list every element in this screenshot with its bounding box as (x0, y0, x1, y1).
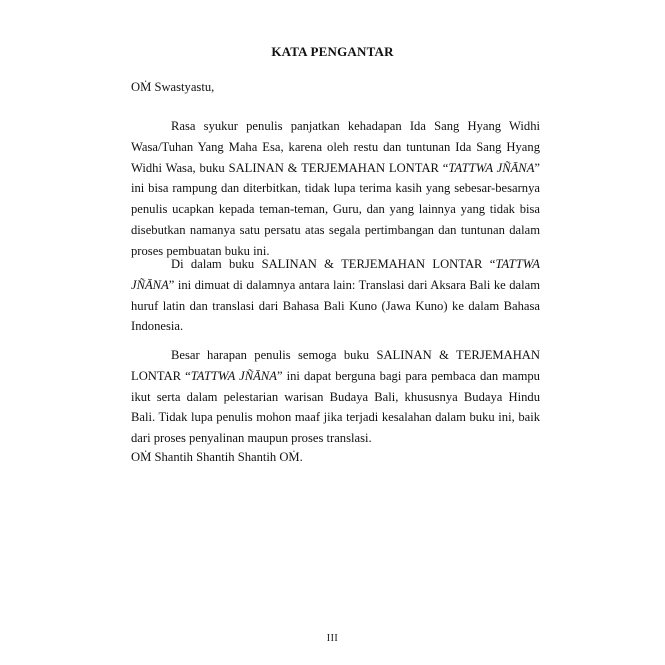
paragraph-text (131, 345, 540, 449)
paragraph-text-segment: ” ini bisa rampung dan diterbitkan, tidak lupa terima kasih yang sebesar-besarnya penulis ucapkan kepada teman-teman, Guru, dan yang lainnya yang tidak bisa disebutkan namanya satu persatu atas segala pertimbangan dan tuntunan dalam proses pembuatan buku ini. (131, 160, 540, 258)
paragraph-hope (131, 345, 540, 449)
paragraph-contents (131, 254, 540, 337)
page-number: III (326, 633, 339, 644)
paragraph-text-segment: Besar harapan penulis semoga buku SALINAN & TERJEMAHAN LONTAR “ (131, 348, 540, 383)
paragraph-text-segment: ” ini dimuat di dalamnya antara lain: Translasi dari Aksara Bali ke dalam huruf latin dan translasi dari Bahasa Bali Kuno (Jawa Kuno) ke dalam Bahasa Indonesia. (131, 277, 540, 334)
closing-salutation: OṀ Shantih Shantih Shantih OṀ. (131, 450, 303, 464)
book-title-italic: TATTWA JÑĀNA (448, 160, 535, 175)
paragraph-gratitude (131, 116, 540, 262)
paragraph-text (131, 254, 540, 337)
paragraph-text-segment: Rasa syukur penulis panjatkan kehadapan Ida Sang Hyang Widhi Wasa/Tuhan Yang Maha Esa, karena oleh restu dan tuntunan Ida Sang Hyang Widhi Wasa, buku SALINAN & TERJEMAHAN LONTAR “ (131, 119, 540, 175)
greeting: OṀ Swastyastu, (131, 80, 215, 94)
book-title-italic: TATTWA JÑĀNA (131, 257, 540, 292)
book-title-italic: TATTWA JÑĀNA (190, 368, 277, 383)
paragraph-text-segment: Di dalam buku SALINAN & TERJEMAHAN LONTAR “ (171, 257, 496, 271)
page-title: KATA PENGANTAR (271, 44, 394, 59)
paragraph-text-segment: ” ini dapat berguna bagi para pembaca dan mampu ikut serta dalam pelestarian warisan Budaya Bali, khususnya Budaya Hindu Bali. Tidak lupa penulis mohon maaf jika terjadi kesalahan dalam buku ini, baik dari proses penyalinan maupun proses translasi. (131, 368, 540, 446)
paragraph-text (131, 116, 540, 262)
